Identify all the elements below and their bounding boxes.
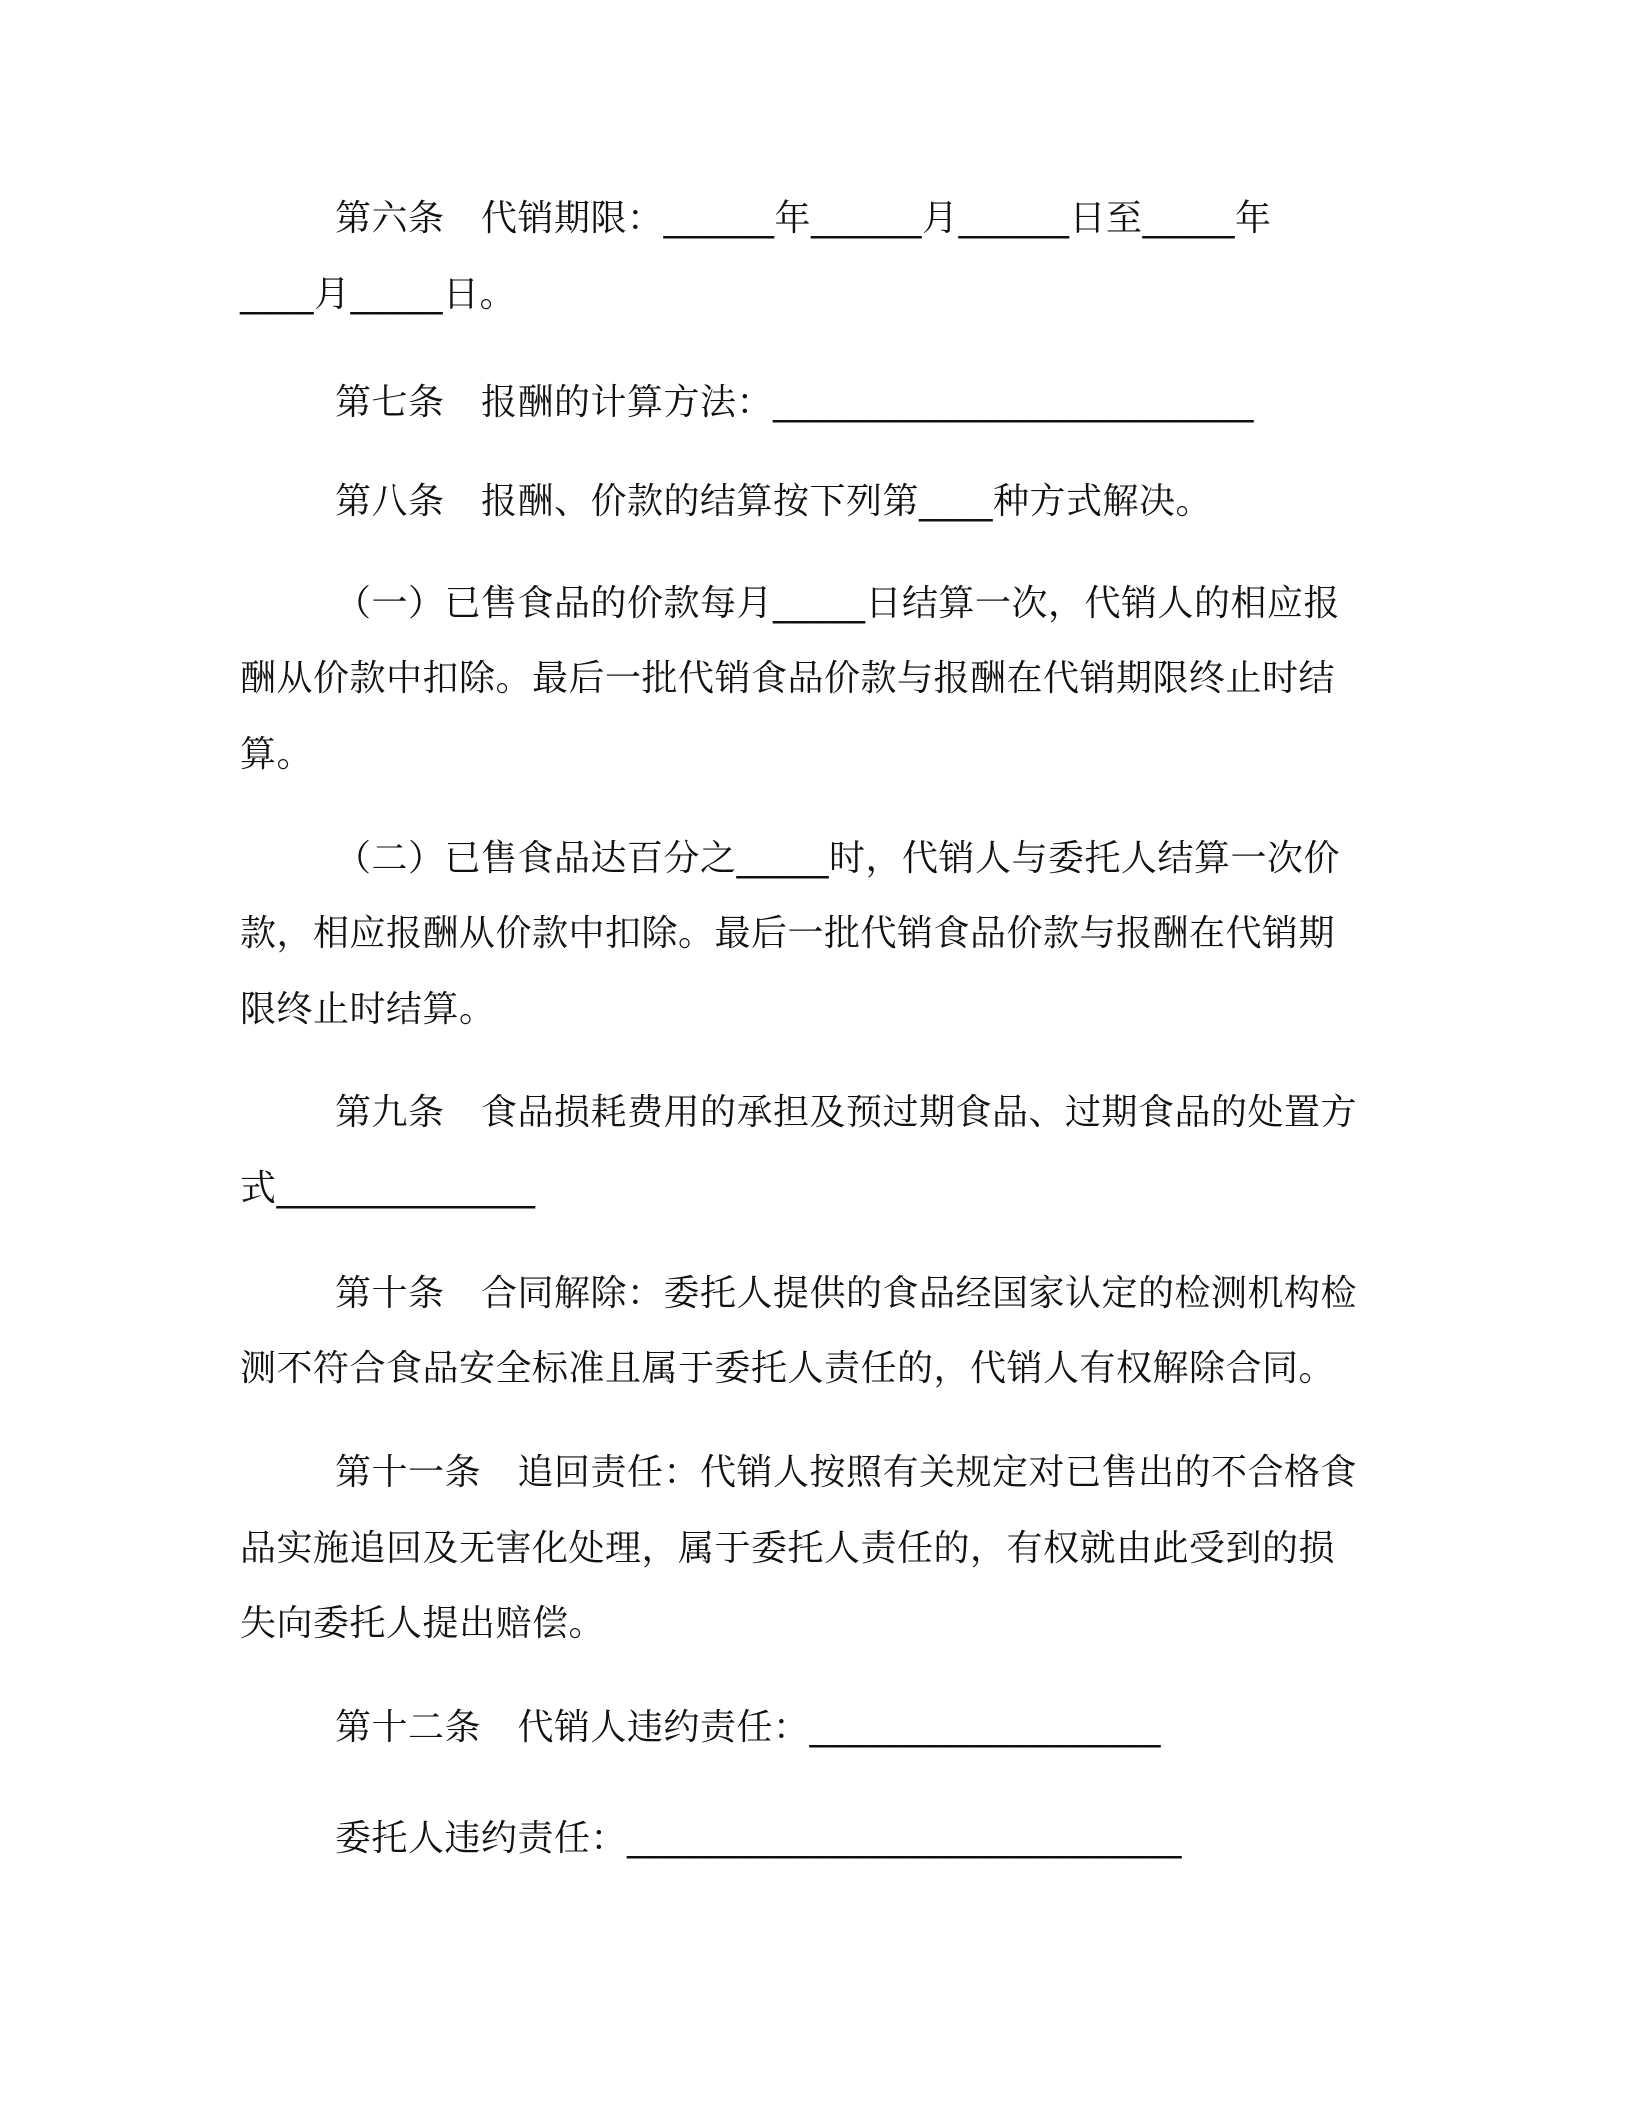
clause-1-line-2: 酬从价款中扣除。最后一批代销食品价款与报酬在代销期限终止时结 bbox=[240, 658, 1336, 699]
clause-2-line-3: 限终止时结算。 bbox=[240, 989, 496, 1030]
article-8: 第八条 报酬、价款的结算按下列第____种方式解决。 bbox=[335, 481, 1213, 522]
article-11-line-3: 失向委托人提出赔偿。 bbox=[240, 1603, 606, 1644]
article-9-line-2: 式______________ bbox=[240, 1168, 536, 1209]
clause-1-line-1: （一）已售食品的价款每月_____日结算一次，代销人的相应报 bbox=[335, 583, 1341, 624]
article-12-line-1: 第十二条 代销人违约责任：___________________ bbox=[335, 1707, 1162, 1748]
article-10-line-1: 第十条 合同解除：委托人提供的食品经国家认定的检测机构检 bbox=[335, 1273, 1358, 1314]
clause-2-line-2: 款，相应报酬从价款中扣除。最后一批代销食品价款与报酬在代销期 bbox=[240, 913, 1336, 954]
clause-2-line-1: （二）已售食品达百分之_____时，代销人与委托人结算一次价 bbox=[335, 838, 1341, 879]
article-9-line-1: 第九条 食品损耗费用的承担及预过期食品、过期食品的处置方 bbox=[335, 1092, 1358, 1133]
article-12-line-2: 委托人违约责任：______________________________ bbox=[335, 1818, 1183, 1859]
article-11-line-2: 品实施追回及无害化处理，属于委托人责任的，有权就由此受到的损 bbox=[240, 1528, 1336, 1569]
article-7: 第七条 报酬的计算方法：__________________________ bbox=[335, 382, 1255, 423]
article-6-line-1: 第六条 代销期限：______年______月______日至_____年 bbox=[335, 198, 1272, 239]
article-11-line-1: 第十一条 追回责任：代销人按照有关规定对已售出的不合格食 bbox=[335, 1452, 1358, 1493]
clause-1-line-3: 算。 bbox=[240, 734, 314, 775]
article-6-line-2: ____月_____日。 bbox=[240, 274, 517, 315]
article-10-line-2: 测不符合食品安全标准且属于委托人责任的，代销人有权解除合同。 bbox=[240, 1348, 1336, 1389]
